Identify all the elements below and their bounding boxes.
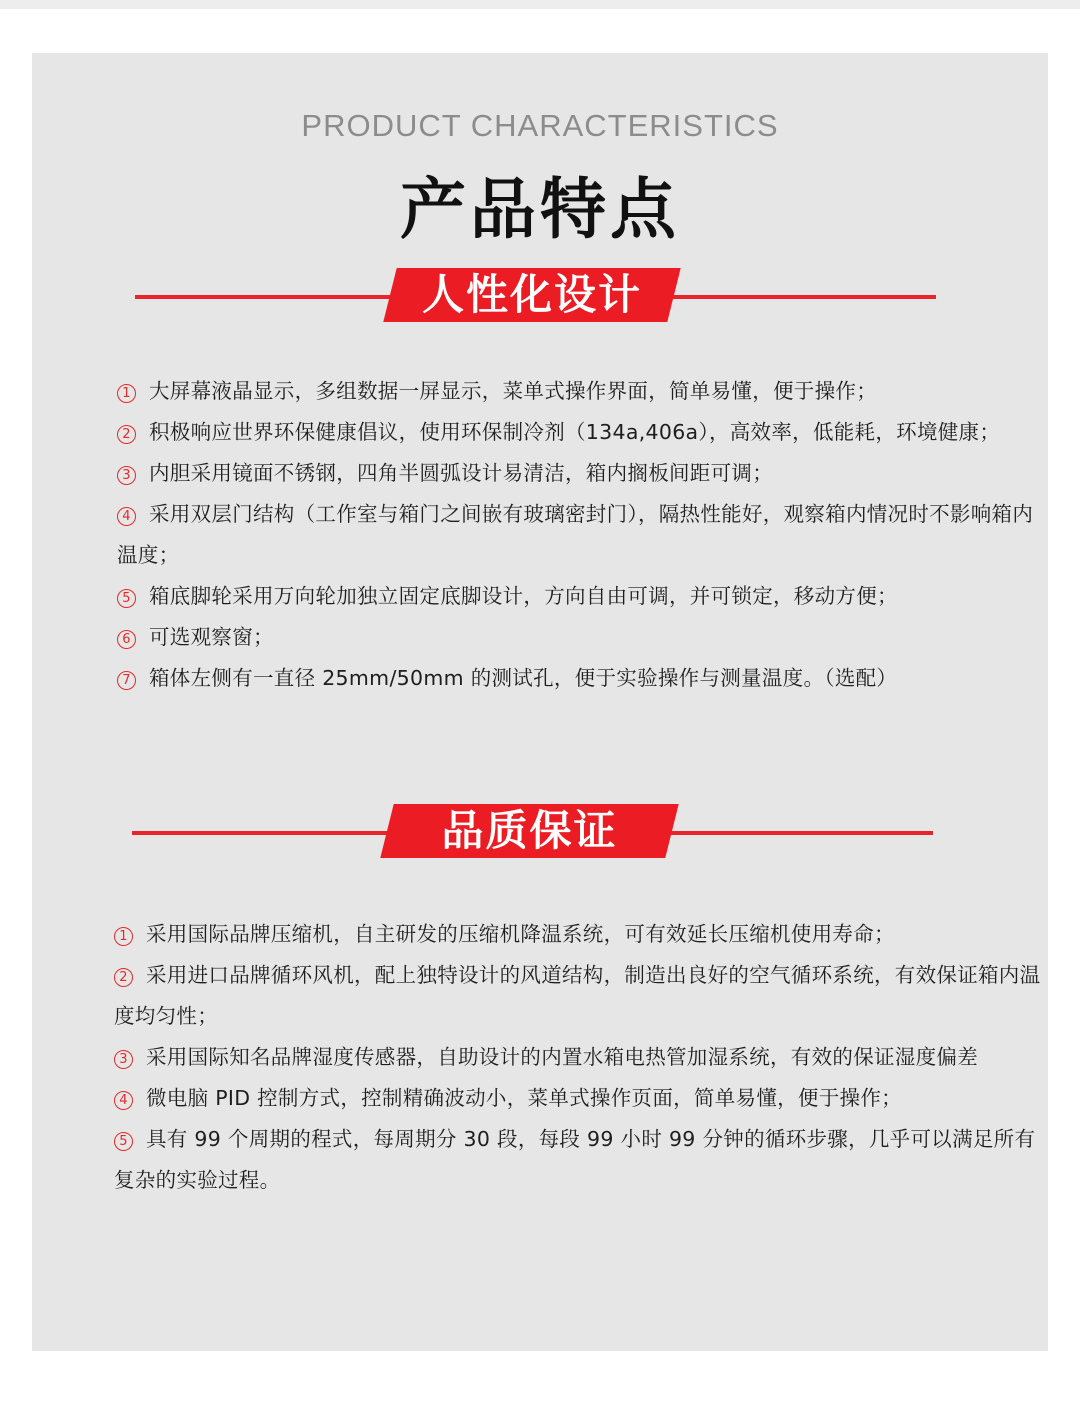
- list-item: [117, 412, 1042, 453]
- circled-number-icon: 7: [117, 671, 136, 690]
- circled-number-icon: 5: [117, 589, 136, 608]
- list-item: [117, 576, 1042, 617]
- banner-line-right: [668, 831, 933, 835]
- circled-number-icon: 4: [114, 1091, 133, 1110]
- circled-number-icon: 3: [114, 1050, 133, 1069]
- top-strip: [0, 0, 1080, 9]
- banner-line-right: [670, 295, 936, 299]
- list-item: [114, 1037, 1042, 1078]
- circled-number-icon: 1: [114, 927, 133, 946]
- circled-number-icon: 1: [117, 384, 136, 403]
- list-item: [117, 494, 1042, 576]
- list-item-text: 采用国际知名品牌湿度传感器，自助设计的内置水箱电热管加湿系统，有效的保证湿度偏差: [146, 1045, 978, 1069]
- list-item: [117, 658, 1042, 699]
- banner-line-left: [132, 831, 394, 835]
- list-item: [117, 617, 1042, 658]
- list-item-text: 箱体左侧有一直径 25mm/50mm 的测试孔，便于实验操作与测量温度。（选配）: [149, 666, 898, 690]
- list-item: [114, 1119, 1042, 1201]
- circled-number-icon: 3: [117, 466, 136, 485]
- circled-number-icon: 4: [117, 507, 136, 526]
- section-title: 品质保证: [441, 806, 618, 855]
- section-banner-quality-assurance: [0, 804, 1080, 864]
- circled-number-icon: 6: [117, 630, 136, 649]
- english-title: PRODUCT CHARACTERISTICS: [301, 108, 779, 143]
- feature-list-quality-assurance: [114, 914, 1042, 1201]
- circled-number-icon: 5: [114, 1132, 133, 1151]
- list-item: [117, 453, 1042, 494]
- section-banner-humanized-design: [0, 268, 1080, 328]
- list-item-text: 微电脑 PID 控制方式，控制精确波动小，菜单式操作页面，简单易懂，便于操作；: [146, 1086, 902, 1110]
- page-title: 产品特点: [400, 171, 680, 248]
- list-item-text: 可选观察窗；: [149, 625, 274, 649]
- list-item-text: 箱底脚轮采用万向轮加独立固定底脚设计，方向自由可调，并可锁定，移动方便；: [149, 584, 898, 608]
- list-item-text: 具有 99 个周期的程式，每周期分 30 段，每段 99 小时 99 分钟的循环步骤，几乎可以满足所有复杂的实验过程。: [114, 1127, 1036, 1192]
- list-item: [117, 371, 1042, 412]
- list-item-text: 采用进口品牌循环风机，配上独特设计的风道结构，制造出良好的空气循环系统，有效保证箱内温度均匀性；: [114, 963, 1041, 1028]
- feature-list-humanized-design: [117, 371, 1042, 699]
- list-item-text: 内胆采用镜面不锈钢，四角半圆弧设计易清洁，箱内搁板间距可调；: [149, 461, 773, 485]
- section-title: 人性化设计: [421, 270, 642, 319]
- list-item-text: 积极响应世界环保健康倡议，使用环保制冷剂（134a,406a），高效率，低能耗，环境健康；: [149, 420, 1001, 444]
- list-item-text: 采用双层门结构（工作室与箱门之间嵌有玻璃密封门），隔热性能好，观察箱内情况时不影响箱内温度；: [117, 502, 1034, 567]
- banner-line-left: [135, 295, 395, 299]
- list-item: [114, 1078, 1042, 1119]
- circled-number-icon: 2: [117, 425, 136, 444]
- list-item-text: 大屏幕液晶显示，多组数据一屏显示，菜单式操作界面，简单易懂，便于操作；: [149, 379, 877, 403]
- list-item: [114, 955, 1042, 1037]
- list-item: [114, 914, 1042, 955]
- circled-number-icon: 2: [114, 968, 133, 987]
- list-item-text: 采用国际品牌压缩机，自主研发的压缩机降温系统，可有效延长压缩机使用寿命；: [146, 922, 895, 946]
